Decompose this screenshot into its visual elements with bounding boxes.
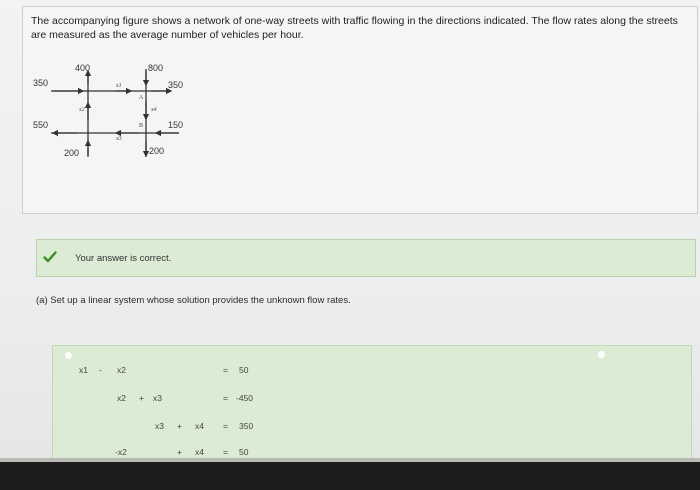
flow-label-left-bottom: 550 — [33, 120, 49, 130]
eq2-term-x3: x3 — [153, 393, 162, 403]
eq2-op2: + — [139, 393, 144, 403]
eq1-op1: - — [99, 365, 102, 375]
flow-label-bottom-right: 200 — [149, 146, 165, 156]
eq4-rhs: 50 — [239, 447, 249, 457]
flow-label-right-bottom: 150 — [168, 120, 184, 130]
eq2-term-x2: x2 — [117, 393, 126, 403]
checkmark-icon — [43, 250, 57, 264]
question-panel — [22, 6, 698, 214]
part-a-prompt: (a) Set up a linear system whose solution provides the unknown flow rates. — [36, 295, 351, 306]
variable-x4: x4 — [151, 107, 157, 113]
variable-x2: x2 — [79, 107, 85, 113]
feedback-banner — [36, 239, 696, 277]
street-network-lines — [31, 59, 201, 169]
eq1-term-x1: x1 — [79, 365, 88, 375]
flow-label-bottom-left: 200 — [64, 148, 80, 158]
answer-dot-right — [598, 351, 605, 358]
feedback-text: Your answer is correct. — [75, 253, 172, 264]
screen-bezel — [0, 462, 700, 490]
flow-label-top-left: 400 — [75, 63, 91, 73]
linear-system-answer-box — [52, 345, 692, 463]
eq4-equals: = — [223, 447, 228, 457]
eq3-term-x4: x4 — [195, 421, 204, 431]
eq4-term-x4: x4 — [195, 447, 204, 457]
flow-label-left-top: 350 — [33, 78, 49, 88]
variable-x1: x1 — [116, 83, 122, 89]
flow-label-top-right: 800 — [148, 63, 164, 73]
street-network-diagram — [31, 59, 201, 169]
eq3-equals: = — [223, 421, 228, 431]
eq1-rhs: 50 — [239, 365, 249, 375]
variable-x3: x3 — [116, 136, 122, 142]
eq2-equals: = — [223, 393, 228, 403]
eq1-equals: = — [223, 365, 228, 375]
eq3-term-x3: x3 — [155, 421, 164, 431]
eq2-rhs: -450 — [236, 393, 254, 403]
eq4-term-x2: -x2 — [115, 447, 127, 457]
question-text: The accompanying figure shows a network of one-way streets with traffic flowing in the directions indicated. The flow rates along the streets are measured as the average number of vehicles per hour. — [31, 15, 678, 41]
node-a-label: A — [139, 95, 144, 101]
eq3-rhs: 350 — [239, 421, 254, 431]
eq4-op3: + — [177, 447, 182, 457]
eq3-op3: + — [177, 421, 182, 431]
flow-label-right-top: 350 — [168, 80, 184, 90]
answer-dot-left — [65, 352, 72, 359]
eq1-term-x2: x2 — [117, 365, 126, 375]
node-b-label: B — [139, 123, 144, 129]
